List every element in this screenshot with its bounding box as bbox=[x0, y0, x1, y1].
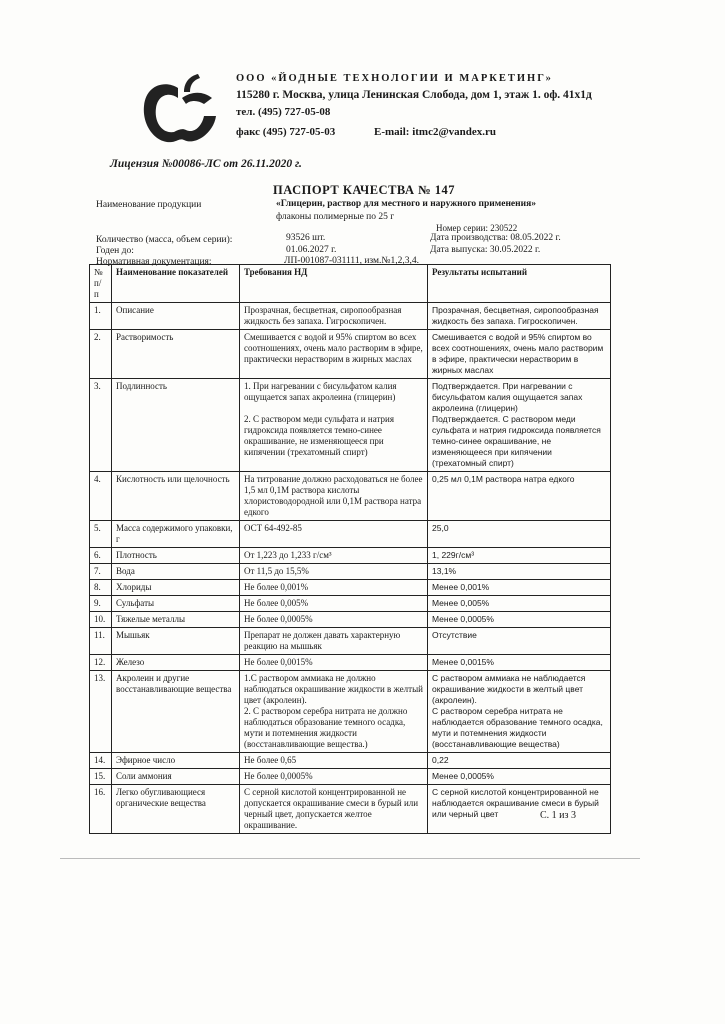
row-indicator: Акролеин и другие восстанавливающие вещества bbox=[112, 671, 240, 753]
table-row bbox=[90, 769, 611, 785]
header-results: Результаты испытаний bbox=[428, 265, 611, 303]
quality-table bbox=[89, 264, 611, 834]
apple-logo-icon bbox=[138, 72, 224, 148]
row-requirement: Не более 0,005% bbox=[240, 596, 428, 612]
row-number: 3. bbox=[90, 379, 112, 472]
row-number: 13. bbox=[90, 671, 112, 753]
scan-edge-divider bbox=[60, 858, 640, 859]
valid-value: 01.06.2027 г. bbox=[286, 245, 337, 255]
table-row bbox=[90, 596, 611, 612]
table-row bbox=[90, 785, 611, 834]
row-requirement: От 11,5 до 15,5% bbox=[240, 564, 428, 580]
row-number: 12. bbox=[90, 655, 112, 671]
row-number: 10. bbox=[90, 612, 112, 628]
valid-label: Годен до: bbox=[96, 246, 134, 256]
license-line: Лицензия №00086-ЛС от 26.11.2020 г. bbox=[110, 158, 302, 170]
row-result: Менее 0,005% bbox=[428, 596, 611, 612]
page-number: С. 1 из 3 bbox=[540, 810, 576, 821]
product-label: Наименование продукции bbox=[96, 200, 202, 210]
table-row bbox=[90, 379, 611, 472]
product-name: «Глицерин, раствор для местного и наружного применения» bbox=[276, 199, 536, 209]
row-number: 14. bbox=[90, 753, 112, 769]
row-requirement: Прозрачная, бесцветная, сиропообразная жидкость без запаха. Гигроскопичен. bbox=[240, 303, 428, 330]
quantity-label: Количество (масса, объем серии): bbox=[96, 235, 233, 245]
row-indicator: Эфирное число bbox=[112, 753, 240, 769]
row-result: 1, 229г/см³ bbox=[428, 548, 611, 564]
row-result: 0,22 bbox=[428, 753, 611, 769]
company-phone: тел. (495) 727-05-08 bbox=[236, 106, 331, 118]
row-result: Менее 0,0015% bbox=[428, 655, 611, 671]
row-number: 2. bbox=[90, 330, 112, 379]
norm-doc-value: ЛП-001087-031111, изм.№1,2,3,4. bbox=[284, 256, 419, 266]
row-result: Менее 0,0005% bbox=[428, 612, 611, 628]
row-result: Менее 0,001% bbox=[428, 580, 611, 596]
company-address: 115280 г. Москва, улица Ленинская Слобода, дом 1, этаж 1. оф. 41х1д bbox=[236, 89, 592, 101]
row-indicator: Сульфаты bbox=[112, 596, 240, 612]
row-result: Отсутствие bbox=[428, 628, 611, 655]
row-number: 9. bbox=[90, 596, 112, 612]
header-requirements: Требования НД bbox=[240, 265, 428, 303]
table-row bbox=[90, 330, 611, 379]
table-row bbox=[90, 303, 611, 330]
row-indicator: Легко обугливающиеся органические вещества bbox=[112, 785, 240, 834]
table-row bbox=[90, 580, 611, 596]
row-result: 0,25 мл 0,1М раствора натра едкого bbox=[428, 472, 611, 521]
row-number: 4. bbox=[90, 472, 112, 521]
row-number: 11. bbox=[90, 628, 112, 655]
table-row bbox=[90, 564, 611, 580]
header-indicator: Наименование показателей bbox=[112, 265, 240, 303]
row-result: Менее 0,0005% bbox=[428, 769, 611, 785]
company-fax: факс (495) 727-05-03 bbox=[236, 126, 336, 138]
row-result: Подтверждается. При нагревании с бисульфатом калия ощущается запах акролеина (глицерин) Подтверждается. С раствором меди сульфата и натрия гидроксида появляется темно-синее окрашивание, не изменяющееся при кипячении (трехатомный спирт) bbox=[428, 379, 611, 472]
row-requirement: ОСТ 64-492-85 bbox=[240, 521, 428, 548]
table-row bbox=[90, 612, 611, 628]
row-number: 1. bbox=[90, 303, 112, 330]
row-indicator: Хлориды bbox=[112, 580, 240, 596]
row-indicator: Плотность bbox=[112, 548, 240, 564]
header-number: № п/ п bbox=[90, 265, 112, 303]
table-header-row bbox=[90, 265, 611, 303]
row-result: Смешивается с водой и 95% спиртом во всех соотношениях, очень мало растворим в эфире, практически нерастворим в жирных маслах bbox=[428, 330, 611, 379]
row-result: 13,1% bbox=[428, 564, 611, 580]
row-requirement: Не более 0,65 bbox=[240, 753, 428, 769]
table-row bbox=[90, 521, 611, 548]
row-indicator: Описание bbox=[112, 303, 240, 330]
table-row bbox=[90, 472, 611, 521]
row-number: 15. bbox=[90, 769, 112, 785]
row-indicator: Кислотность или щелочность bbox=[112, 472, 240, 521]
table-row bbox=[90, 628, 611, 655]
row-requirement: От 1,223 до 1,233 г/см³ bbox=[240, 548, 428, 564]
row-number: 5. bbox=[90, 521, 112, 548]
series-number: Номер серии: 230522 bbox=[436, 223, 518, 233]
row-requirement: На титрование должно расходоваться не более 1,5 мл 0,1М раствора кислоты хлористоводородной или 0,1М раствора натра едкого bbox=[240, 472, 428, 521]
row-requirement: 1.С раствором аммиака не должно наблюдаться окрашивание жидкости в желтый цвет (акролеин). 2. С раствором серебра нитрата не должно наблюдаться образование темного осадка, мути и потемнения жидкости (восстанавливающие вещества.) bbox=[240, 671, 428, 753]
row-requirement: 1. При нагревании с бисульфатом калия ощущается запах акролеина (глицерин) 2. С раствором меди сульфата и натрия гидроксида появляется темно-синее окрашивание, не изменяющееся при кипячении (трехатомный спирт) bbox=[240, 379, 428, 472]
row-indicator: Мышьяк bbox=[112, 628, 240, 655]
production-date: Дата производства: 08.05.2022 г. bbox=[430, 233, 561, 243]
table-row bbox=[90, 548, 611, 564]
passport-title: ПАСПОРТ КАЧЕСТВА № 147 bbox=[273, 183, 456, 197]
release-date: Дата выпуска: 30.05.2022 г. bbox=[430, 245, 541, 255]
row-requirement: Препарат не должен давать характерную реакцию на мышьяк bbox=[240, 628, 428, 655]
row-indicator: Железо bbox=[112, 655, 240, 671]
row-requirement: С серной кислотой концентрированной не допускается окрашивание смеси в бурый или черный цвет, допускается желтое окрашивание. bbox=[240, 785, 428, 834]
table-row bbox=[90, 655, 611, 671]
row-requirement: Не более 0,0015% bbox=[240, 655, 428, 671]
row-result: 25,0 bbox=[428, 521, 611, 548]
row-result: Прозрачная, бесцветная, сиропообразная жидкость без запаха. Гигроскопичен. bbox=[428, 303, 611, 330]
quantity-value: 93526 шт. bbox=[286, 233, 326, 243]
row-result: С серной кислотой концентрированной не наблюдается окрашивание смеси в бурый или черный цвет bbox=[428, 785, 611, 834]
table-row bbox=[90, 671, 611, 753]
row-indicator: Подлинность bbox=[112, 379, 240, 472]
table-row bbox=[90, 753, 611, 769]
company-name: ООО «ЙОДНЫЕ ТЕХНОЛОГИИ И МАРКЕТИНГ» bbox=[236, 73, 553, 84]
table-body bbox=[90, 303, 611, 834]
row-indicator: Растворимость bbox=[112, 330, 240, 379]
company-email: E-mail: itmc2@vandex.ru bbox=[374, 126, 497, 138]
row-requirement: Не более 0,001% bbox=[240, 580, 428, 596]
row-number: 16. bbox=[90, 785, 112, 834]
row-requirement: Не более 0,0005% bbox=[240, 612, 428, 628]
row-indicator: Тяжелые металлы bbox=[112, 612, 240, 628]
row-number: 7. bbox=[90, 564, 112, 580]
row-indicator: Масса содержимого упаковки, г bbox=[112, 521, 240, 548]
row-requirement: Смешивается с водой и 95% спиртом во всех соотношениях, очень мало растворим в эфире, практически нерастворим в жирных маслах bbox=[240, 330, 428, 379]
row-number: 8. bbox=[90, 580, 112, 596]
row-indicator: Соли аммония bbox=[112, 769, 240, 785]
row-requirement: Не более 0,0005% bbox=[240, 769, 428, 785]
row-indicator: Вода bbox=[112, 564, 240, 580]
norm-doc-label: Нормативная документация: bbox=[96, 257, 212, 267]
product-form: флаконы полимерные по 25 г bbox=[276, 212, 395, 222]
row-number: 6. bbox=[90, 548, 112, 564]
row-result: С раствором аммиака не наблюдается окрашивание жидкости в желтый цвет (акролеин). С раствором серебра нитрата не наблюдается образование темного осадка, мути и потемнения жидкости (восстанавливающие вещества) bbox=[428, 671, 611, 753]
